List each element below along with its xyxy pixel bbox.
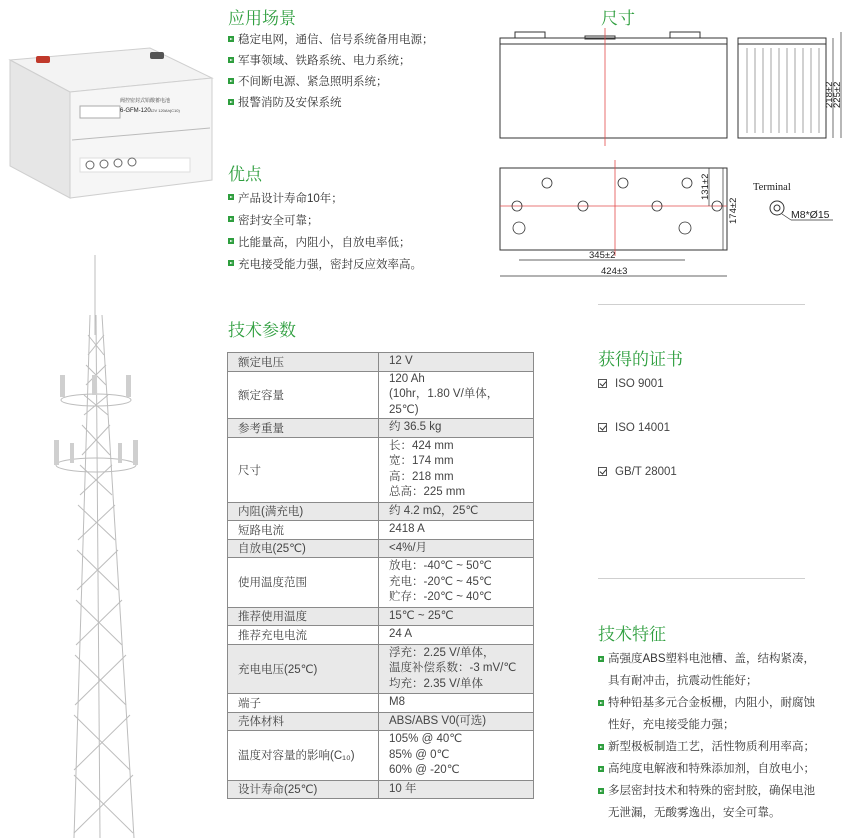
list-item: 报警消防及安保系统	[228, 93, 434, 114]
checkbox-icon	[598, 379, 607, 388]
spec-key: 参考重量	[228, 419, 379, 438]
table-row	[228, 626, 534, 645]
spec-value	[379, 712, 534, 731]
terminal-spec: M8*Ø15	[791, 209, 830, 221]
list-item: 高强度ABS塑料电池槽、盖，结构紧凑， 具有耐冲击，抗震动性能好；	[598, 648, 838, 692]
dim-terminal-width: 131±2	[700, 173, 711, 200]
spec-value	[379, 521, 534, 540]
spec-key: 额定电压	[228, 353, 379, 372]
list-item: 不间断电源、紧急照明系统；	[228, 72, 434, 93]
spec-key: 推荐充电电流	[228, 626, 379, 645]
spec-value-line: <4%/月	[389, 541, 428, 554]
spec-value-line: 10 年	[389, 782, 417, 795]
divider	[598, 304, 805, 305]
table-row	[228, 539, 534, 558]
dim-terminal-spacing: 345±2	[589, 250, 616, 261]
spec-key: 自放电(25℃)	[228, 539, 379, 558]
spec-value	[379, 371, 534, 419]
dimensions-title: 尺寸	[601, 9, 635, 28]
spec-value	[379, 502, 534, 521]
spec-value	[379, 644, 534, 694]
spec-value-line: 约 36.5 kg	[389, 421, 442, 433]
spec-value	[379, 539, 534, 558]
spec-value-line: 2418 A	[389, 523, 425, 535]
features-title: 技术特征	[598, 625, 666, 644]
table-row	[228, 353, 534, 372]
spec-value-line: 温度补偿系数：-3 mV/℃	[389, 662, 517, 674]
dimension-drawing	[495, 28, 848, 283]
table-row	[228, 712, 534, 731]
spec-value	[379, 607, 534, 626]
list-item: 产品设计寿命10年；	[228, 188, 422, 210]
spec-value-line: 24 A	[389, 628, 413, 640]
spec-value-line: 贮存：-20℃ ~ 40℃	[389, 591, 492, 603]
cert-item: GB/T 28001	[598, 466, 677, 478]
spec-value	[379, 437, 534, 502]
spec-key: 设计寿命(25℃)	[228, 780, 379, 799]
checkbox-icon	[598, 467, 607, 476]
dim-height-2: 225±2	[832, 81, 843, 108]
spec-key: 使用温度范围	[228, 558, 379, 608]
table-row	[228, 521, 534, 540]
table-row	[228, 419, 534, 438]
spec-value	[379, 780, 534, 799]
table-row	[228, 437, 534, 502]
spec-value-line: 105% @ 40℃	[389, 733, 463, 745]
table-row	[228, 502, 534, 521]
terminal-label: Terminal	[753, 182, 791, 193]
spec-key: 尺寸	[228, 437, 379, 502]
spec-value	[379, 626, 534, 645]
table-row	[228, 780, 534, 799]
spec-value-line: 15℃ ~ 25℃	[389, 609, 454, 622]
spec-value-line: 12 V	[389, 355, 413, 367]
table-row	[228, 644, 534, 694]
spec-value	[379, 353, 534, 372]
spec-value-line: 长：424 mm	[389, 439, 454, 452]
list-item: 密封安全可靠；	[228, 210, 422, 232]
table-row	[228, 607, 534, 626]
spec-key: 短路电流	[228, 521, 379, 540]
features-list	[598, 648, 838, 824]
certificates-title: 获得的证书	[598, 350, 683, 369]
divider	[598, 578, 805, 579]
battery-model-label: 6-GFM-120	[120, 108, 151, 114]
spec-value	[379, 694, 534, 713]
spec-value-line: 放电：-40℃ ~ 50℃	[389, 560, 492, 572]
table-row	[228, 731, 534, 781]
spec-value	[379, 419, 534, 438]
spec-key: 额定容量	[228, 371, 379, 419]
dim-length: 424±3	[601, 266, 628, 277]
advantages-title: 优点	[228, 165, 262, 184]
tower-image	[40, 255, 170, 838]
advantages-list	[228, 188, 422, 276]
list-item: 充电接受能力强，密封反应效率高。	[228, 254, 422, 276]
spec-key: 推荐使用温度	[228, 607, 379, 626]
spec-value-line: 高：218 mm	[389, 470, 454, 483]
list-item: 特种铅基多元合金板栅，内阻小，耐腐蚀 性好，充电接受能力强；	[598, 692, 838, 736]
list-item: 多层密封技术和特殊的密封胶，确保电池 无泄漏，无酸雾逸出，安全可靠。	[598, 780, 838, 824]
battery-name-label: 阀控密封式铅酸蓄电池	[120, 98, 171, 104]
spec-key: 充电电压(25℃)	[228, 644, 379, 694]
spec-value-line: 60% @ -20℃	[389, 764, 460, 776]
spec-value-line: 85% @ 0℃	[389, 748, 450, 761]
table-row	[228, 558, 534, 608]
specs-table	[227, 352, 534, 799]
list-item: 稳定电网，通信、信号系统备用电源；	[228, 30, 434, 51]
spec-key: 端子	[228, 694, 379, 713]
spec-value-line: 均充：2.35 V/单体	[389, 677, 483, 690]
dim-width: 174±2	[728, 197, 739, 224]
list-item: 高纯度电解液和特殊添加剂，自放电小；	[598, 758, 838, 780]
spec-value	[379, 558, 534, 608]
applications-list	[228, 30, 434, 114]
spec-value-line: 120 Ah	[389, 372, 425, 385]
battery-photo	[0, 40, 222, 200]
list-item: 军事领域、铁路系统、电力系统；	[228, 51, 434, 72]
specs-title: 技术参数	[228, 321, 296, 340]
spec-value-line: 总高：225 mm	[389, 486, 466, 498]
spec-value-line: 宽：174 mm	[389, 455, 454, 467]
spec-value-line: 充电：-20℃ ~ 45℃	[389, 575, 492, 588]
cert-item: ISO 14001	[598, 422, 670, 434]
spec-value-line: 约 4.2 mΩ，25℃	[389, 504, 479, 517]
list-item: 新型极板制造工艺，活性物质利用率高；	[598, 736, 838, 758]
spec-value-line: (10hr，1.80 V/单体，25℃)	[389, 388, 499, 416]
battery-rating-label: 12V 120Ah(C10)	[150, 108, 180, 113]
list-item: 比能量高，内阻小，自放电率低；	[228, 232, 422, 254]
spec-value-line: ABS/ABS V0(可选)	[389, 714, 487, 727]
applications-title: 应用场景	[228, 9, 296, 28]
table-row	[228, 694, 534, 713]
spec-value	[379, 731, 534, 781]
spec-key: 内阻(满充电)	[228, 502, 379, 521]
spec-value-line: M8	[389, 696, 405, 708]
checkbox-icon	[598, 423, 607, 432]
table-row	[228, 371, 534, 419]
spec-value-line: 浮充：2.25 V/单体，	[389, 646, 495, 659]
spec-key: 温度对容量的影响(C₁₀)	[228, 731, 379, 781]
spec-key: 壳体材料	[228, 712, 379, 731]
dim-height-1: 218±2	[824, 81, 835, 108]
cert-item: ISO 9001	[598, 378, 664, 390]
